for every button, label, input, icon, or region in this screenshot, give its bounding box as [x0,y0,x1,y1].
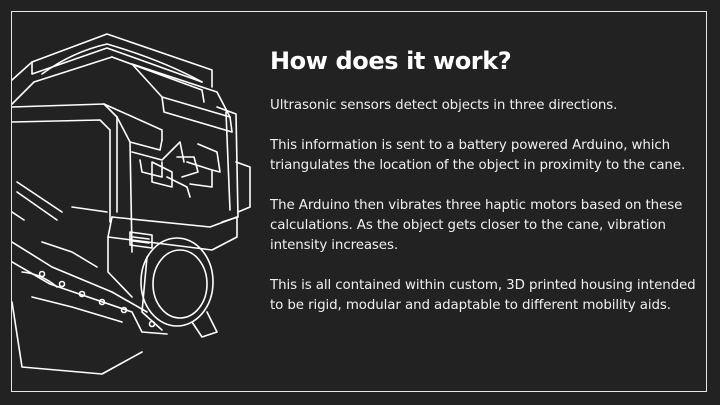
housing-illustration [12,12,252,392]
paragraph-sensors: Ultrasonic sensors detect objects in three directions. [270,98,618,113]
paragraph-housing: This is all contained within custom, 3D printed housing intended to be rigid, modular and adaptable to different mobility aids. [270,278,696,313]
text-content [270,44,700,336]
slide-title: How does it work? [270,47,512,75]
paragraph-arduino: This information is sent to a battery powered Arduino, which triangulates the location of the object in proximity to the cane. [270,138,686,173]
paragraph-haptics: The Arduino then vibrates three haptic motors based on these calculations. As the object gets closer to the cane, vibration intensity increases. [270,198,683,253]
